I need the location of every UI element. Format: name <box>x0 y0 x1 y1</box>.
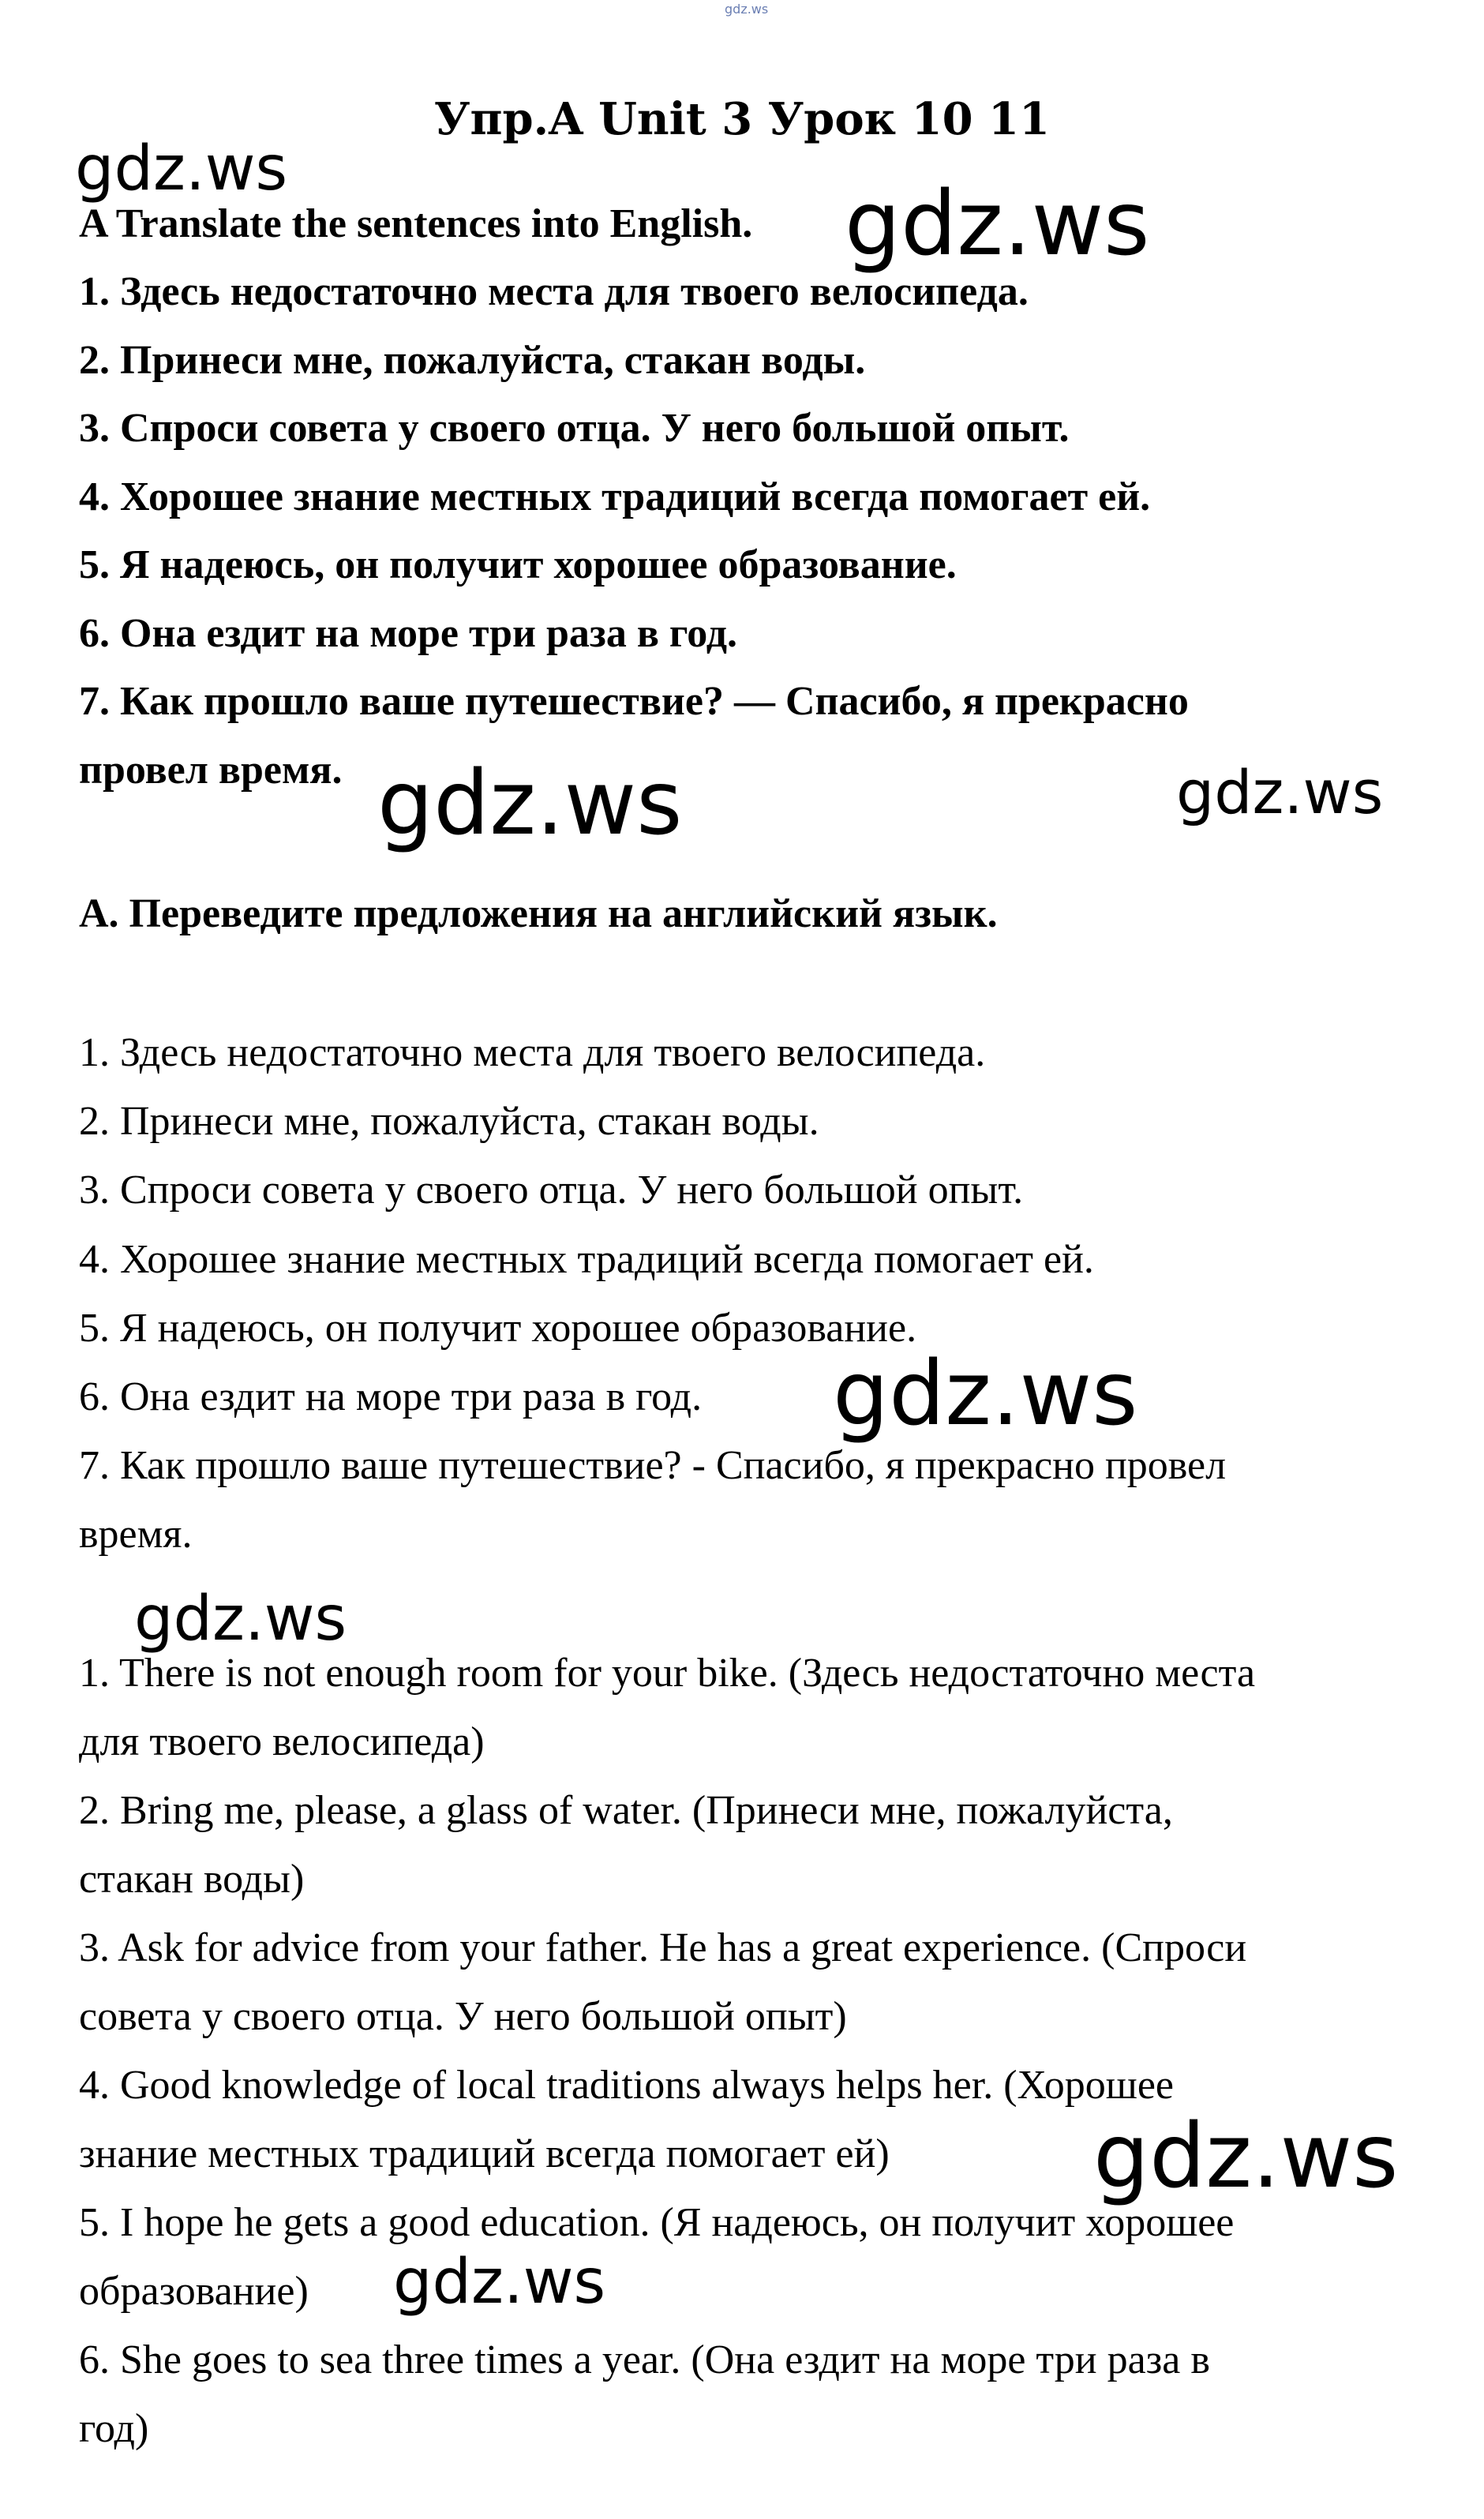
task-sentence: 1. Здесь недостаточно места для твоего велосипеда. <box>79 269 1029 314</box>
answer-line: год) <box>79 2406 149 2451</box>
answer-line: образование) <box>79 2269 309 2314</box>
watermark: gdz.ws <box>134 1584 347 1655</box>
task-sentence: 7. Как прошло ваше путешествие? — Спасибо, я прекрасно <box>79 679 1189 724</box>
watermark: gdz.ws <box>393 2247 606 2318</box>
answer-line: 5. I hope he gets a good education. (Я надеюсь, он получит хорошее <box>79 2200 1235 2245</box>
ru-sentence: 1. Здесь недостаточно места для твоего велосипеда. <box>79 1030 986 1075</box>
task-sentence: 4. Хорошее знание местных традиций всегда помогает ей. <box>79 474 1151 519</box>
watermark: gdz.ws <box>833 1343 1138 1445</box>
answer-line: 2. Bring me, please, a glass of water. (Принеси мне, пожалуйста, <box>79 1788 1173 1833</box>
ru-sentence: 6. Она ездит на море три раза в год. <box>79 1374 703 1419</box>
ru-sentence: 5. Я надеюсь, он получит хорошее образование. <box>79 1306 917 1351</box>
ru-sentence: 2. Принеси мне, пожалуйста, стакан воды. <box>79 1099 819 1144</box>
answer-line: 3. Ask for advice from your father. He has a great experience. (Спроси <box>79 1925 1247 1970</box>
watermark: gdz.ws <box>845 173 1150 276</box>
answer-line: 1. There is not enough room for your bike. (Здесь недостаточно места <box>79 1651 1256 1696</box>
task-sentence: 3. Спроси совета у своего отца. У него большой опыт. <box>79 406 1070 451</box>
watermark: gdz.ws <box>377 752 683 855</box>
ru-sentence: 3. Спроси совета у своего отца. У него большой опыт. <box>79 1168 1024 1213</box>
task-sentence: 6. Она ездит на море три раза в год. <box>79 611 738 656</box>
answer-line: 4. Good knowledge of local traditions always helps her. (Хорошее <box>79 2063 1174 2108</box>
watermark: gdz.ws <box>1176 757 1384 827</box>
task-sentence: 2. Принеси мне, пожалуйста, стакан воды. <box>79 338 866 383</box>
task-sentence: провел время. <box>79 748 343 793</box>
page-title: Упр.A Unit 3 Урок 10 11 <box>434 93 1050 145</box>
task-heading-en: A Translate the sentences into English. <box>79 201 753 246</box>
task-sentence: 5. Я надеюсь, он получит хорошее образование. <box>79 542 957 587</box>
answer-line: знание местных традиций всегда помогает ей) <box>79 2131 890 2176</box>
answer-line: стакан воды) <box>79 1857 305 1902</box>
answer-line: совета у своего отца. У него большой опыт) <box>79 1994 847 2039</box>
task-heading-ru: A. Переведите предложения на английский язык. <box>79 891 998 936</box>
answer-line: 6. She goes to sea three times a year. (Она ездит на море три раза в <box>79 2337 1210 2382</box>
watermark-top: gdz.ws <box>725 2 769 17</box>
ru-sentence: 4. Хорошее знание местных традиций всегда помогает ей. <box>79 1237 1094 1282</box>
watermark: gdz.ws <box>75 133 288 204</box>
watermark: gdz.ws <box>1093 2105 1399 2208</box>
ru-sentence: время. <box>79 1512 193 1557</box>
ru-sentence: 7. Как прошло ваше путешествие? - Спасибо, я прекрасно провел <box>79 1443 1227 1488</box>
answer-line: для твоего велосипеда) <box>79 1719 485 1764</box>
